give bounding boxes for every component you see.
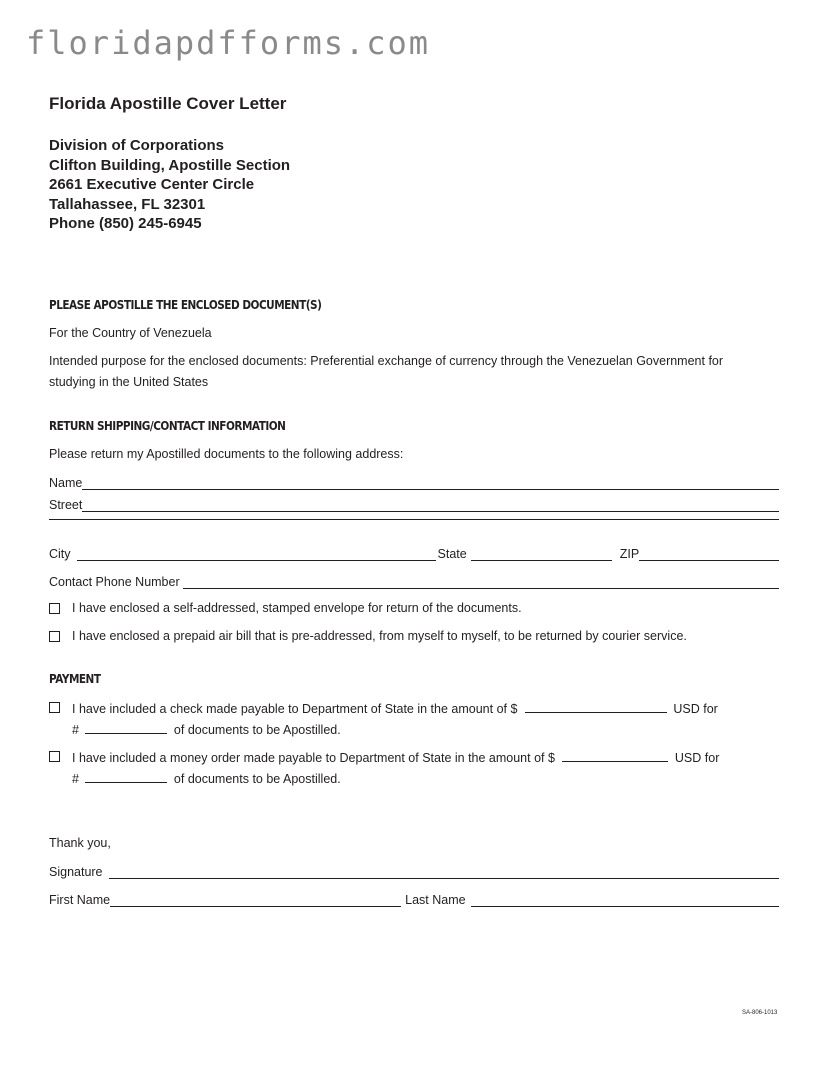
money-order-hash-symbol: # xyxy=(72,772,79,786)
air-bill-option-text: I have enclosed a prepaid air bill that is pre-addressed, from myself to myself, to be returned by courier service. xyxy=(72,629,687,643)
money-order-usd-for-text: USD for xyxy=(674,751,720,765)
recipient-address xyxy=(49,136,290,234)
state-label: State xyxy=(437,547,467,561)
money-order-checkbox[interactable] xyxy=(49,751,60,762)
city-field[interactable] xyxy=(77,548,436,561)
purpose-line-2: studying in the United States xyxy=(49,375,209,389)
payment-heading: PAYMENT xyxy=(49,671,101,686)
signature-label: Signature xyxy=(49,865,103,879)
address-line-phone: Phone (850) 245-6945 xyxy=(49,215,202,233)
city-state-zip-row xyxy=(49,545,779,561)
envelope-option-text: I have enclosed a self-addressed, stamped envelope for return of the documents. xyxy=(72,601,522,615)
check-count-line xyxy=(72,721,341,737)
address-line-street: 2661 Executive Center Circle xyxy=(49,176,255,194)
street-field-line-2[interactable] xyxy=(49,519,779,520)
thank-you-text: Thank you, xyxy=(49,836,111,850)
city-label: City xyxy=(49,547,71,561)
check-payment-checkbox[interactable] xyxy=(49,702,60,713)
money-order-count-line xyxy=(72,770,341,786)
check-doc-count-field[interactable] xyxy=(85,721,167,734)
phone-field[interactable] xyxy=(183,576,779,589)
check-payment-line xyxy=(72,700,718,716)
name-field-row xyxy=(49,474,779,490)
address-line-city: Tallahassee, FL 32301 xyxy=(49,195,206,213)
money-order-line xyxy=(72,749,719,765)
street-field-row xyxy=(49,496,779,512)
money-order-amount-field[interactable] xyxy=(562,749,668,762)
apostille-heading: PLEASE APOSTILLE THE ENCLOSED DOCUMENT(S) xyxy=(49,297,322,312)
signature-field[interactable] xyxy=(109,866,779,879)
shipping-intro: Please return my Apostilled documents to the following address: xyxy=(49,447,404,461)
check-amount-field[interactable] xyxy=(525,700,667,713)
phone-field-row xyxy=(49,573,779,589)
name-field[interactable] xyxy=(82,477,779,490)
money-order-docs-text: of documents to be Apostilled. xyxy=(173,772,341,786)
money-order-text: I have included a money order made payable to Department of State in the amount of $ xyxy=(72,751,555,765)
address-line-building: Clifton Building, Apostille Section xyxy=(49,156,291,174)
name-label: Name xyxy=(49,476,83,490)
check-docs-text: of documents to be Apostilled. xyxy=(173,723,341,737)
shipping-heading: RETURN SHIPPING/CONTACT INFORMATION xyxy=(49,418,286,433)
money-order-doc-count-field[interactable] xyxy=(85,770,167,783)
zip-field[interactable] xyxy=(639,548,779,561)
air-bill-checkbox[interactable] xyxy=(49,631,60,642)
watermark-text: floridapdfforms.com xyxy=(26,24,431,62)
state-field[interactable] xyxy=(471,548,612,561)
country-text: For the Country of Venezuela xyxy=(49,326,212,340)
street-field[interactable] xyxy=(82,499,779,512)
signature-row xyxy=(49,863,779,879)
first-name-field[interactable] xyxy=(110,894,401,907)
phone-label: Contact Phone Number xyxy=(49,575,180,589)
first-name-label: First Name xyxy=(49,893,111,907)
street-label: Street xyxy=(49,498,83,512)
document-title: Florida Apostille Cover Letter xyxy=(49,94,287,113)
purpose-line-1: Intended purpose for the enclosed documents: Preferential exchange of currency through the Venezuelan Government for xyxy=(49,354,724,368)
name-row xyxy=(49,891,779,907)
check-usd-for-text: USD for xyxy=(673,702,718,716)
zip-label: ZIP xyxy=(619,547,640,561)
envelope-checkbox[interactable] xyxy=(49,603,60,614)
check-payment-text: I have included a check made payable to Department of State in the amount of $ xyxy=(72,702,518,716)
form-code: SA-806-1013 xyxy=(742,1010,778,1016)
last-name-field[interactable] xyxy=(471,894,779,907)
purpose-text xyxy=(49,351,779,393)
address-line-division: Division of Corporations xyxy=(49,137,225,154)
last-name-label: Last Name xyxy=(405,893,466,907)
check-hash-symbol: # xyxy=(72,723,79,737)
